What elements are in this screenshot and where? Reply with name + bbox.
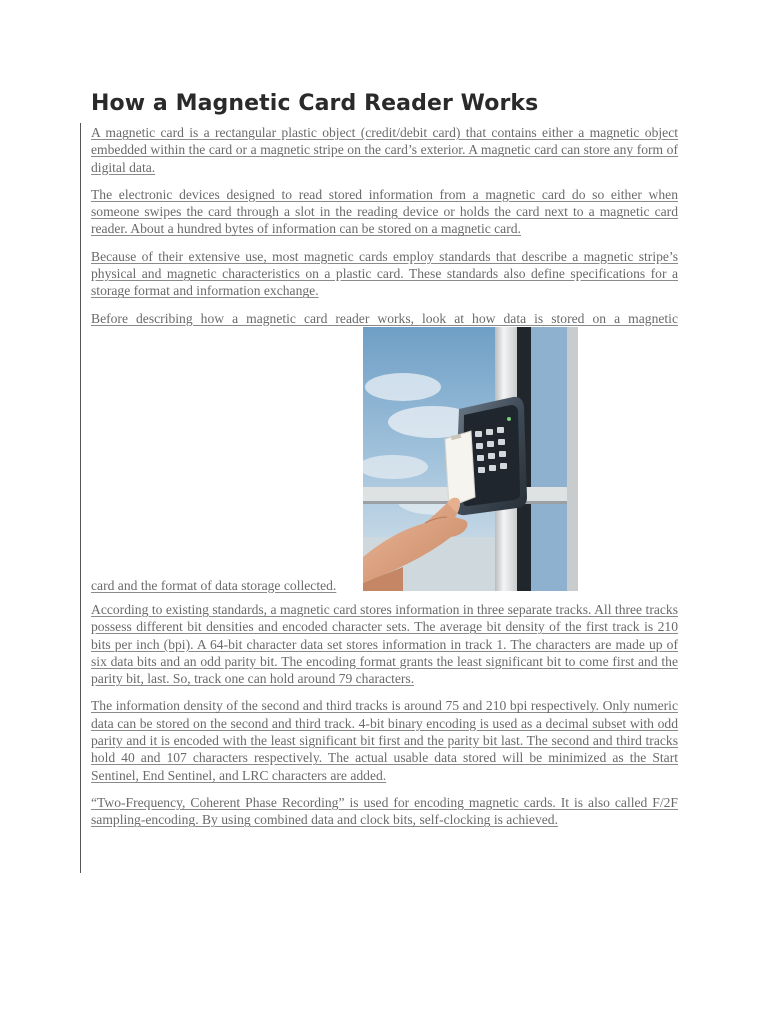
revision-change-bar	[80, 123, 81, 873]
paragraph-reading-devices: The electronic devices designed to read stored information from a magnetic card do so either when someone swipes the card through a slot in the reading device or holds the card next to a magnetic card reader. About a hundred bytes of information can be stored on a magnetic card.	[91, 186, 678, 237]
paragraph-intro: A magnetic card is a rectangular plastic object (credit/debit card) that contains either a magnetic object embedded within the card or a magnetic stripe on the card’s exterior. A magnetic card can store any form of digital data.	[91, 125, 678, 175]
paragraph-tracks: According to existing standards, a magnetic card stores information in three separate tracks. All three tracks possess different bit densities and encoded character sets. The average bit density of the first track is 210 bits per inch (bpi). A 64-bit character data set stores information in track 1. The characters are made up of six data bits and an odd parity bit. The encoding format grants the least significant bit to come first and the parity bit, last. So, track one can hold around 79 characters.	[91, 601, 678, 687]
card-reader-photo	[363, 327, 578, 591]
card-reader-photo-illustration	[363, 327, 578, 591]
document-body	[91, 124, 678, 839]
paragraph-encoding: “Two-Frequency, Coherent Phase Recording” is used for encoding magnetic cards. It is also called F/2F sampling-encoding. By using combined data and clock bits, self-clocking is achieved.	[91, 794, 678, 828]
paragraph-before-figure: Before describing how a magnetic card reader works, look at how data is stored on a magnetic	[91, 310, 678, 326]
figure-row	[91, 327, 678, 591]
page-title: How a Magnetic Card Reader Works	[91, 91, 539, 116]
paragraph-track-density: The information density of the second and third tracks is around 75 and 210 bpi respectively. Only numeric data can be stored on the second and third track. 4-bit binary encoding is used as a decimal subset with odd parity and it is encoded with the least significant bit first and the parity bit last. The second and third tracks hold 40 and 107 characters respectively. The actual usable data stored will be minimized as the Start Sentinel, End Sentinel, and LRC characters are added.	[91, 698, 678, 783]
paragraph-standards: Because of their extensive use, most magnetic cards employ standards that describe a magnetic stripe’s physical and magnetic characteristics on a plastic card. These standards also define specifications for a storage format and information exchange.	[91, 248, 678, 299]
figure-caption: card and the format of data storage collected.	[91, 577, 337, 593]
